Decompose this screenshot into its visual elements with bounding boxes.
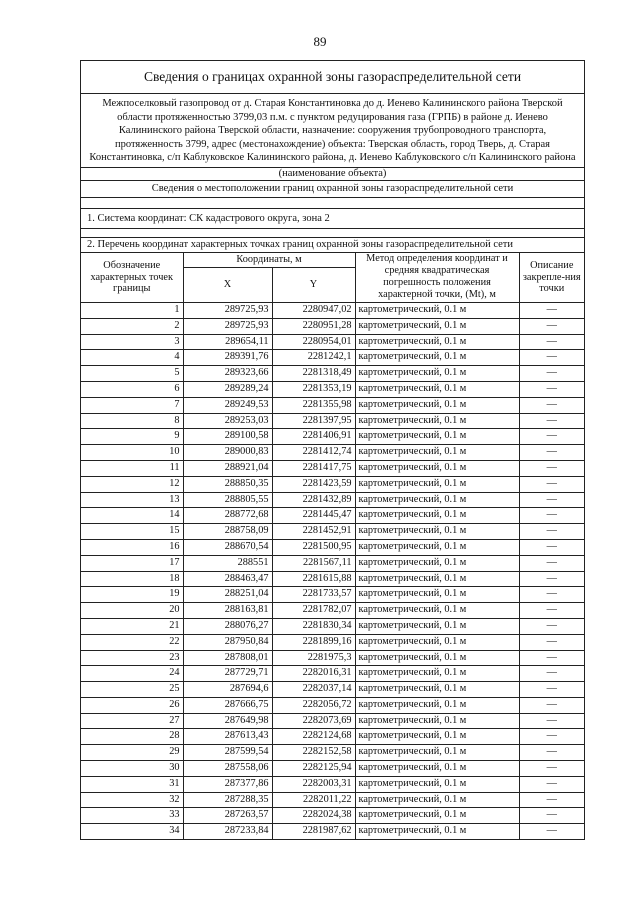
method-cell: картометрический, 0.1 м <box>355 776 519 792</box>
point-number: 3 <box>81 334 183 350</box>
point-number: 10 <box>81 445 183 461</box>
method-cell: картометрический, 0.1 м <box>355 713 519 729</box>
method-cell: картометрический, 0.1 м <box>355 666 519 682</box>
method-cell: картометрический, 0.1 м <box>355 524 519 540</box>
coord-y: 2281406,91 <box>272 429 355 445</box>
method-cell: картометрический, 0.1 м <box>355 429 519 445</box>
table-row <box>81 429 584 445</box>
coord-y: 2281830,34 <box>272 618 355 634</box>
coord-y: 2281899,16 <box>272 634 355 650</box>
coord-x: 287377,86 <box>183 776 272 792</box>
table-row <box>81 776 584 792</box>
header-y: Y <box>272 267 355 302</box>
coord-x: 287694,6 <box>183 682 272 698</box>
point-number: 14 <box>81 508 183 524</box>
table-row <box>81 492 584 508</box>
coord-x: 289725,93 <box>183 318 272 334</box>
method-cell: картометрический, 0.1 м <box>355 761 519 777</box>
point-number: 17 <box>81 555 183 571</box>
fixing-cell: — <box>519 682 584 698</box>
coord-x: 289391,76 <box>183 350 272 366</box>
coord-x: 289289,24 <box>183 381 272 397</box>
fixing-cell: — <box>519 776 584 792</box>
fixing-cell: — <box>519 634 584 650</box>
point-number: 12 <box>81 476 183 492</box>
coord-x: 288772,68 <box>183 508 272 524</box>
point-number: 13 <box>81 492 183 508</box>
coord-x: 287729,71 <box>183 666 272 682</box>
table-row <box>81 445 584 461</box>
coord-y: 2280951,28 <box>272 318 355 334</box>
table-row <box>81 381 584 397</box>
coord-x: 288758,09 <box>183 524 272 540</box>
fixing-cell: — <box>519 745 584 761</box>
point-number: 11 <box>81 460 183 476</box>
fixing-cell: — <box>519 366 584 382</box>
method-cell: картометрический, 0.1 м <box>355 824 519 840</box>
point-number: 25 <box>81 682 183 698</box>
coord-y: 2282125,94 <box>272 761 355 777</box>
table-row <box>81 618 584 634</box>
coord-x: 287666,75 <box>183 697 272 713</box>
method-cell: картометрический, 0.1 м <box>355 397 519 413</box>
point-number: 4 <box>81 350 183 366</box>
coord-y: 2282073,69 <box>272 713 355 729</box>
table-row <box>81 650 584 666</box>
coord-x: 289000,83 <box>183 445 272 461</box>
method-cell: картометрический, 0.1 м <box>355 587 519 603</box>
point-number: 24 <box>81 666 183 682</box>
spacer <box>81 198 584 209</box>
fixing-cell: — <box>519 697 584 713</box>
fixing-cell: — <box>519 618 584 634</box>
table-row <box>81 666 584 682</box>
method-cell: картометрический, 0.1 м <box>355 302 519 318</box>
coord-x: 288850,35 <box>183 476 272 492</box>
coord-y: 2281452,91 <box>272 524 355 540</box>
fixing-cell: — <box>519 603 584 619</box>
fixing-cell: — <box>519 713 584 729</box>
coord-y: 2282016,31 <box>272 666 355 682</box>
point-number: 28 <box>81 729 183 745</box>
coord-x: 288670,54 <box>183 539 272 555</box>
object-caption: (наименование объекта) <box>81 167 584 181</box>
coord-y: 2282056,72 <box>272 697 355 713</box>
fixing-cell: — <box>519 539 584 555</box>
point-number: 9 <box>81 429 183 445</box>
coord-x: 289654,11 <box>183 334 272 350</box>
method-cell: картометрический, 0.1 м <box>355 808 519 824</box>
table-row <box>81 539 584 555</box>
coord-x: 288551 <box>183 555 272 571</box>
document-frame <box>80 60 585 840</box>
coord-x: 288805,55 <box>183 492 272 508</box>
method-cell: картометрический, 0.1 м <box>355 650 519 666</box>
point-number: 20 <box>81 603 183 619</box>
coord-x: 289249,53 <box>183 397 272 413</box>
table-row <box>81 555 584 571</box>
coord-y: 2281567,11 <box>272 555 355 571</box>
fixing-cell: — <box>519 587 584 603</box>
fixing-cell: — <box>519 460 584 476</box>
coord-y: 2281445,47 <box>272 508 355 524</box>
fixing-cell: — <box>519 571 584 587</box>
points-list-title: 2. Перечень координат характерных точках границ охранной зоны газораспределительной сети <box>81 238 584 253</box>
fixing-cell: — <box>519 650 584 666</box>
table-row <box>81 397 584 413</box>
point-number: 8 <box>81 413 183 429</box>
coord-x: 288921,04 <box>183 460 272 476</box>
coord-y: 2281733,57 <box>272 587 355 603</box>
coord-y: 2281242,1 <box>272 350 355 366</box>
fixing-cell: — <box>519 524 584 540</box>
table-row <box>81 713 584 729</box>
coord-x: 288463,47 <box>183 571 272 587</box>
table-row <box>81 697 584 713</box>
coord-x: 289253,03 <box>183 413 272 429</box>
fixing-cell: — <box>519 508 584 524</box>
table-row <box>81 603 584 619</box>
table-row <box>81 729 584 745</box>
table-row <box>81 318 584 334</box>
header-method <box>355 253 519 303</box>
point-number: 31 <box>81 776 183 792</box>
coord-x: 287649,98 <box>183 713 272 729</box>
header-method-text: Метод определения координат и средняя квадратическая погрешность положения характерной точки, (Mt), м <box>366 253 508 301</box>
method-cell: картометрический, 0.1 м <box>355 366 519 382</box>
method-cell: картометрический, 0.1 м <box>355 460 519 476</box>
table-row <box>81 524 584 540</box>
coord-x: 287808,01 <box>183 650 272 666</box>
coord-y: 2281417,75 <box>272 460 355 476</box>
point-number: 5 <box>81 366 183 382</box>
method-cell: картометрический, 0.1 м <box>355 571 519 587</box>
header-designation: Обозначение характерных точек границы <box>81 253 183 303</box>
coord-y: 2281987,62 <box>272 824 355 840</box>
table-row <box>81 334 584 350</box>
coord-y: 2281355,98 <box>272 397 355 413</box>
table-row <box>81 571 584 587</box>
table-row <box>81 808 584 824</box>
table-row <box>81 634 584 650</box>
fixing-cell: — <box>519 476 584 492</box>
coord-y: 2282011,22 <box>272 792 355 808</box>
header-fixing: Описание закрепле-ния точки <box>519 253 584 303</box>
point-number: 23 <box>81 650 183 666</box>
point-number: 22 <box>81 634 183 650</box>
fixing-cell: — <box>519 350 584 366</box>
fixing-cell: — <box>519 666 584 682</box>
coord-x: 289323,66 <box>183 366 272 382</box>
coord-x: 287599,54 <box>183 745 272 761</box>
coord-y: 2281975,3 <box>272 650 355 666</box>
fixing-cell: — <box>519 334 584 350</box>
method-cell: картометрический, 0.1 м <box>355 508 519 524</box>
coord-x: 289100,58 <box>183 429 272 445</box>
coord-x: 288163,81 <box>183 603 272 619</box>
header-coordinates: Координаты, м <box>183 253 355 268</box>
table-row <box>81 587 584 603</box>
coord-y: 2282124,68 <box>272 729 355 745</box>
table-row <box>81 460 584 476</box>
coord-y: 2281782,07 <box>272 603 355 619</box>
point-number: 15 <box>81 524 183 540</box>
table-row <box>81 476 584 492</box>
section-title: Сведения о местоположении границ охранной зоны газораспределительной сети <box>81 181 584 198</box>
point-number: 1 <box>81 302 183 318</box>
table-row <box>81 682 584 698</box>
method-cell: картометрический, 0.1 м <box>355 792 519 808</box>
object-description: Межпоселковый газопровод от д. Старая Константиновка до д. Иенево Калининского района Тверской области протяженностью 3799,03 п.м. с пунктом редуцирования газа (ГРПБ) в районе д. Иенево Калининского района Тверской области, назначение: сооружения трубопроводного транспорта, протяженность 3799, адрес (местонахождение) объекта: Тверская область, город Тверь, д. Старая Константиновка, с/п Каблуковское Калининского района, д. Иенево Каблуковского с/п Калининского района <box>89 98 576 164</box>
fixing-cell: — <box>519 413 584 429</box>
method-cell: картометрический, 0.1 м <box>355 539 519 555</box>
method-cell: картометрический, 0.1 м <box>355 445 519 461</box>
method-cell: картометрический, 0.1 м <box>355 318 519 334</box>
coord-x: 287950,84 <box>183 634 272 650</box>
fixing-cell: — <box>519 792 584 808</box>
method-cell: картометрический, 0.1 м <box>355 745 519 761</box>
coord-x: 289725,93 <box>183 302 272 318</box>
table-body <box>81 302 584 839</box>
page-number: 89 <box>313 34 327 49</box>
fixing-cell: — <box>519 381 584 397</box>
coord-y: 2281423,59 <box>272 476 355 492</box>
method-cell: картометрический, 0.1 м <box>355 350 519 366</box>
header-x: X <box>183 267 272 302</box>
point-number: 34 <box>81 824 183 840</box>
coordinates-table <box>81 253 584 840</box>
fixing-cell: — <box>519 808 584 824</box>
table-row <box>81 745 584 761</box>
coord-x: 287613,43 <box>183 729 272 745</box>
fixing-cell: — <box>519 318 584 334</box>
point-number: 26 <box>81 697 183 713</box>
method-cell: картометрический, 0.1 м <box>355 618 519 634</box>
coord-y: 2281353,19 <box>272 381 355 397</box>
method-cell: картометрический, 0.1 м <box>355 697 519 713</box>
table-row <box>81 824 584 840</box>
point-number: 18 <box>81 571 183 587</box>
coord-x: 288251,04 <box>183 587 272 603</box>
fixing-cell: — <box>519 302 584 318</box>
coord-y: 2281432,89 <box>272 492 355 508</box>
point-number: 21 <box>81 618 183 634</box>
coord-y: 2281500,95 <box>272 539 355 555</box>
fixing-cell: — <box>519 429 584 445</box>
point-number: 7 <box>81 397 183 413</box>
point-number: 29 <box>81 745 183 761</box>
fixing-cell: — <box>519 555 584 571</box>
point-number: 2 <box>81 318 183 334</box>
point-number: 32 <box>81 792 183 808</box>
coord-y: 2281318,49 <box>272 366 355 382</box>
method-cell: картометрический, 0.1 м <box>355 603 519 619</box>
coord-system: 1. Система координат: СК кадастрового округа, зона 2 <box>81 209 584 229</box>
point-number: 19 <box>81 587 183 603</box>
table-row <box>81 508 584 524</box>
coord-x: 288076,27 <box>183 618 272 634</box>
method-cell: картометрический, 0.1 м <box>355 555 519 571</box>
coord-y: 2280947,02 <box>272 302 355 318</box>
spacer <box>81 229 584 238</box>
method-cell: картометрический, 0.1 м <box>355 476 519 492</box>
coord-y: 2281412,74 <box>272 445 355 461</box>
coord-x: 287288,35 <box>183 792 272 808</box>
fixing-cell: — <box>519 761 584 777</box>
table-row <box>81 302 584 318</box>
coord-x: 287233,84 <box>183 824 272 840</box>
point-number: 27 <box>81 713 183 729</box>
fixing-cell: — <box>519 729 584 745</box>
coord-y: 2282152,58 <box>272 745 355 761</box>
method-cell: картометрический, 0.1 м <box>355 682 519 698</box>
fixing-cell: — <box>519 492 584 508</box>
table-row <box>81 366 584 382</box>
method-cell: картометрический, 0.1 м <box>355 492 519 508</box>
fixing-cell: — <box>519 824 584 840</box>
coord-y: 2282024,38 <box>272 808 355 824</box>
table-row <box>81 413 584 429</box>
table-row <box>81 792 584 808</box>
coord-x: 287263,57 <box>183 808 272 824</box>
coord-x: 287558,06 <box>183 761 272 777</box>
method-cell: картометрический, 0.1 м <box>355 634 519 650</box>
coord-y: 2280954,01 <box>272 334 355 350</box>
method-cell: картометрический, 0.1 м <box>355 381 519 397</box>
point-number: 33 <box>81 808 183 824</box>
coord-y: 2282003,31 <box>272 776 355 792</box>
fixing-cell: — <box>519 397 584 413</box>
page-title: Сведения о границах охранной зоны газораспределительной сети <box>81 61 584 94</box>
method-cell: картометрический, 0.1 м <box>355 413 519 429</box>
fixing-cell: — <box>519 445 584 461</box>
table-row <box>81 761 584 777</box>
method-cell: картометрический, 0.1 м <box>355 729 519 745</box>
table-row <box>81 350 584 366</box>
point-number: 16 <box>81 539 183 555</box>
method-cell: картометрический, 0.1 м <box>355 334 519 350</box>
point-number: 6 <box>81 381 183 397</box>
coord-y: 2281615,88 <box>272 571 355 587</box>
coord-y: 2281397,95 <box>272 413 355 429</box>
coord-y: 2282037,14 <box>272 682 355 698</box>
point-number: 30 <box>81 761 183 777</box>
